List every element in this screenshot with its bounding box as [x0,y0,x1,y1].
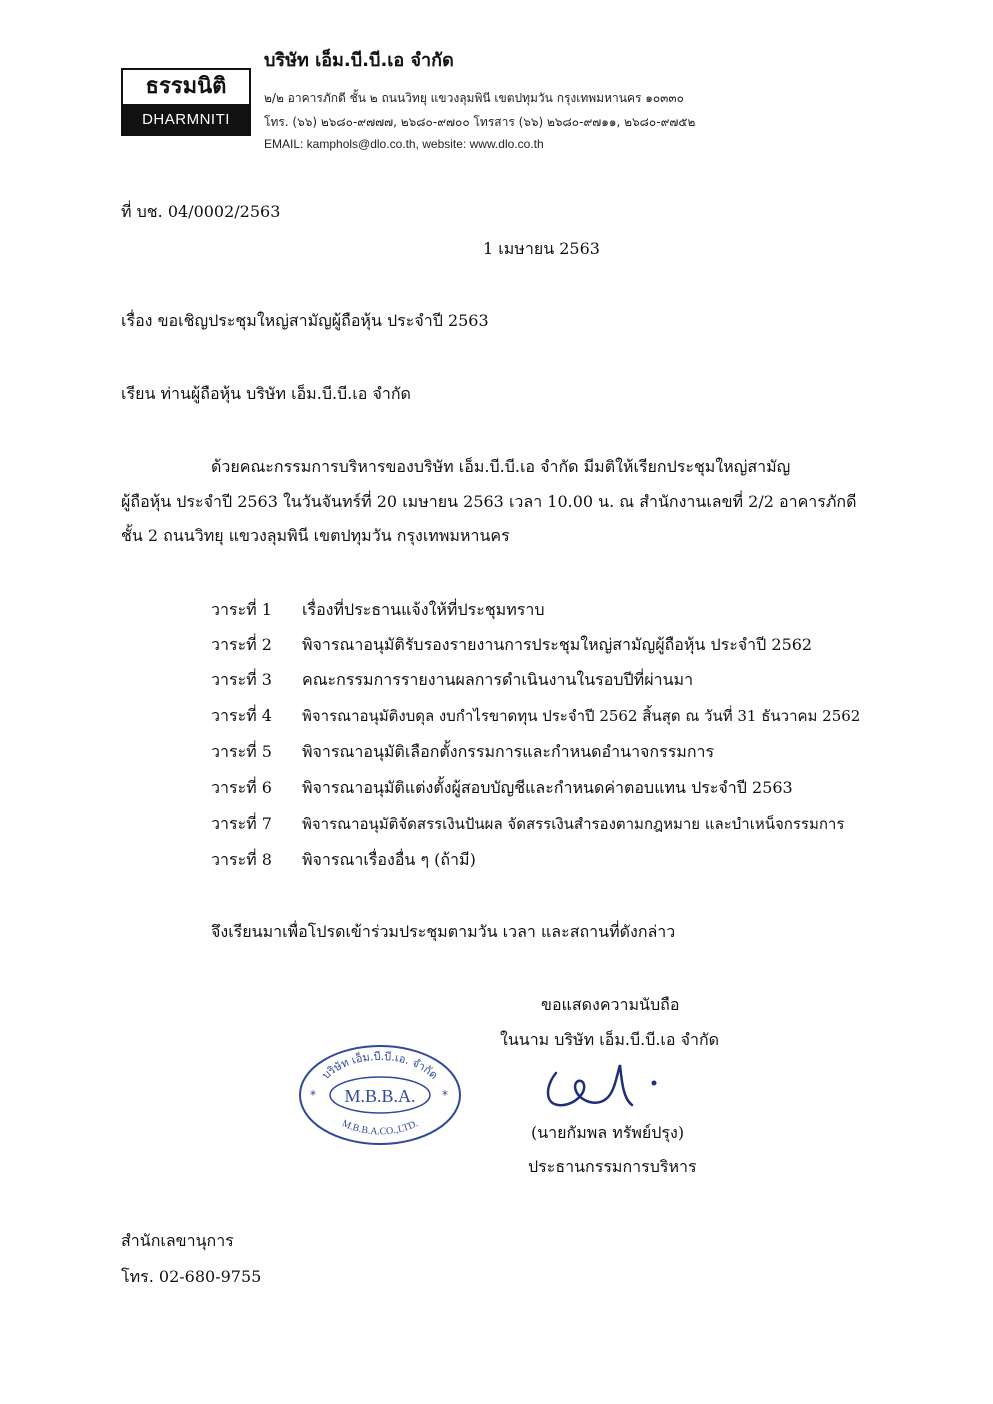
company-seal-stamp [296,1042,464,1147]
signer-title: ประธานกรรมการบริหาร [528,1157,697,1176]
logo-english-text: DHARMNITI [123,104,249,136]
agenda-label: วาระที่ 2 [211,635,272,654]
letter-subject: เรื่อง ขอเชิญประชุมใหญ่สามัญผู้ถือหุ้น ประจำปี 2563 [121,311,489,330]
company-phone: โทร. (๖๖) ๒๖๘๐-๙๗๗๗, ๒๖๘๐-๙๗๐๐ โทรสาร (๖๖) ๒๖๘๐-๙๗๑๑, ๒๖๘๐-๙๗๕๒ [264,115,696,129]
agenda-label: วาระที่ 7 [211,814,272,833]
stamp-bottom-text: M.B.B.A.CO.,LTD. [340,1118,420,1138]
on-behalf-text: ในนาม บริษัท เอ็ม.บี.บี.เอ จำกัด [500,1030,720,1049]
body-paragraph-line-1: ด้วยคณะกรรมการบริหารของบริษัท เอ็ม.บี.บี.เอ จำกัด มีมติให้เรียกประชุมใหญ่สามัญ [211,457,791,476]
logo-thai-text: ธรรมนิติ [145,74,227,99]
letter-recipient: เรียน ท่านผู้ถือหุ้น บริษัท เอ็ม.บี.บี.เอ จำกัด [121,384,411,403]
agenda-label: วาระที่ 4 [211,706,272,725]
company-email-website: EMAIL: kamphols@dlo.co.th, website: www.dlo.co.th [264,137,544,151]
signature-scribble [536,1055,686,1120]
agenda-text: พิจารณาอนุมัติรับรองรายงานการประชุมใหญ่สามัญผู้ถือหุ้น ประจำปี 2562 [302,635,813,654]
agenda-text: พิจารณาอนุมัติงบดุล งบกำไรขาดทุน ประจำปี 2562 สิ้นสุด ณ วันที่ 31 ธันวาคม 2562 [302,707,861,725]
footer-office: สำนักเลขานุการ [121,1231,234,1250]
agenda-label: วาระที่ 1 [211,600,272,619]
stamp-center-text: M.B.B.A. [344,1086,416,1106]
stamp-top-text: บริษัท เอ็ม.บี.บี.เอ. จำกัด [319,1049,441,1082]
agenda-label: วาระที่ 5 [211,742,272,761]
closing-line: จึงเรียนมาเพื่อโปรดเข้าร่วมประชุมตามวัน เวลา และสถานที่ดังกล่าว [211,922,676,941]
regards-text: ขอแสดงความนับถือ [541,995,680,1014]
signer-name: (นายกัมพล ทรัพย์ปรุง) [531,1123,685,1142]
agenda-text: พิจารณาอนุมัติเลือกตั้งกรรมการและกำหนดอำนาจกรรมการ [302,742,715,761]
agenda-label: วาระที่ 6 [211,778,272,797]
body-paragraph-line-3: ชั้น 2 ถนนวิทยุ แขวงลุมพินี เขตปทุมวัน กรุงเทพมหานคร [121,526,510,545]
footer-phone: โทร. 02-680-9755 [121,1267,262,1286]
company-address: ๒/๒ อาคารภักดี ชั้น ๒ ถนนวิทยุ แขวงลุมพินี เขตปทุมวัน กรุงเทพมหานคร ๑๐๓๓๐ [264,91,684,105]
company-name: บริษัท เอ็ม.บี.บี.เอ จำกัด [264,50,454,71]
reference-number: ที่ บช. 04/0002/2563 [121,202,281,221]
agenda-label: วาระที่ 8 [211,850,272,869]
agenda-text: พิจารณาอนุมัติแต่งตั้งผู้สอบบัญชีและกำหนดค่าตอบแทน ประจำปี 2563 [302,778,793,797]
agenda-text: พิจารณาอนุมัติจัดสรรเงินปันผล จัดสรรเงินสำรองตามกฎหมาย และบำเหน็จกรรมการ [302,815,845,833]
agenda-text: เรื่องที่ประธานแจ้งให้ที่ประชุมทราบ [302,600,545,619]
agenda-text: พิจารณาเรื่องอื่น ๆ (ถ้ามี) [302,850,476,869]
agenda-text: คณะกรรมการรายงานผลการดำเนินงานในรอบปีที่ผ่านมา [302,670,694,689]
letter-date: 1 เมษายน 2563 [483,239,600,258]
body-paragraph-line-2: ผู้ถือหุ้น ประจำปี 2563 ในวันจันทร์ที่ 20 เมษายน 2563 เวลา 10.00 น. ณ สำนักงานเลขที่ 2/2 อาคารภักดี [121,492,857,511]
stamp-star-left: * [310,1088,316,1102]
agenda-label: วาระที่ 3 [211,670,272,689]
stamp-star-right: * [442,1088,448,1102]
company-logo [121,68,251,136]
